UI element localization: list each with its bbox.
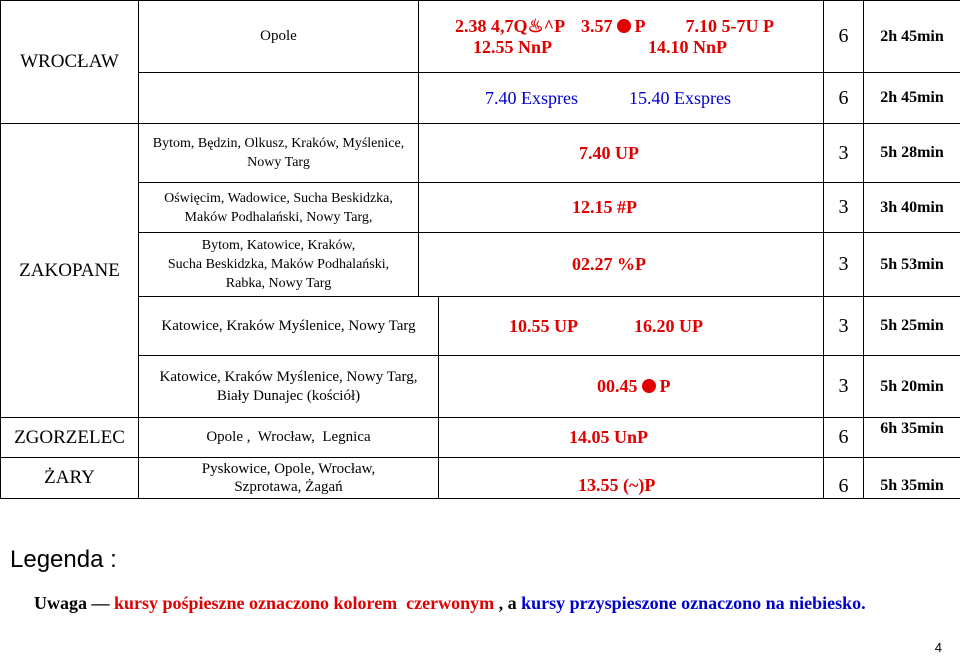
destination-cell: ZAKOPANE (1, 124, 139, 418)
duration-cell: 5h 53min (864, 233, 960, 297)
departure-code: P (659, 376, 671, 396)
departures-cell (439, 418, 824, 458)
departures-cell (439, 356, 824, 418)
transfers-cell: 6 (824, 73, 864, 124)
route-row (1, 124, 960, 183)
departures-cell (419, 1, 824, 73)
duration-cell: 2h 45min (864, 73, 960, 124)
duration-cell: 3h 40min (864, 183, 960, 233)
page-number: 4 (934, 640, 942, 655)
via-cell: Bytom, Katowice, Kraków, Sucha Beskidzka, Maków Podhalański, Rabka, Nowy Targ (139, 233, 419, 297)
duration-cell: 5h 35min (864, 458, 960, 499)
departures-cell (419, 124, 824, 183)
departure-time: 7.40 UP (579, 142, 639, 163)
departure-time: 15.40 Exspres (629, 87, 731, 108)
departure-time: 00.45 (597, 376, 638, 396)
departures-cell (439, 458, 824, 499)
departure-time: 7.40 Exspres (485, 87, 578, 108)
note-separator: , a (494, 593, 522, 613)
destination-cell: WROCŁAW (1, 1, 139, 124)
transfers-cell: 3 (824, 297, 864, 356)
transfers-cell: 3 (824, 233, 864, 297)
departures-cell (419, 183, 824, 233)
route-row (1, 356, 960, 418)
departure-time: 16.20 UP (634, 315, 703, 336)
route-row (1, 458, 960, 499)
transfers-cell: 3 (824, 183, 864, 233)
via-cell (139, 73, 419, 124)
via-cell: Opole (139, 1, 419, 73)
via-cell: Katowice, Kraków Myślenice, Nowy Targ, Biały Dunajec (kościół) (139, 356, 439, 418)
route-row (1, 183, 960, 233)
route-row (1, 73, 960, 124)
transfers-cell: 3 (824, 356, 864, 418)
transfers-cell: 6 (824, 418, 864, 458)
departure-time: 14.05 UnP (569, 427, 649, 447)
red-dot-icon (642, 379, 656, 393)
via-cell: Pyskowice, Opole, Wrocław, Szprotawa, Żagań (139, 458, 439, 499)
departure-time: 12.15 #P (572, 197, 637, 217)
departure-time: 13.55 (~)P (578, 475, 656, 495)
via-cell: Opole , Wrocław, Legnica (139, 418, 439, 458)
transfers-cell: 3 (824, 124, 864, 183)
legend-note (34, 593, 866, 614)
route-row (1, 297, 960, 356)
route-row (1, 1, 960, 73)
note-accelerated: kursy przyspieszone oznaczono na niebiesko. (521, 593, 866, 613)
duration-cell: 5h 28min (864, 124, 960, 183)
departure-time: 02.27 %P (572, 254, 646, 274)
transfers-cell: 6 (824, 458, 864, 499)
transfers-cell: 6 (824, 1, 864, 73)
red-dot-icon (617, 19, 631, 33)
route-row (1, 418, 960, 458)
duration-cell: 5h 25min (864, 297, 960, 356)
legend-title: Legenda : (10, 546, 117, 573)
departure-time: 14.10 NnP (648, 36, 728, 57)
departure-time: 10.55 UP (509, 315, 578, 336)
via-cell: Katowice, Kraków Myślenice, Nowy Targ (139, 297, 439, 356)
departure-time: 3.57 (581, 15, 613, 36)
departures-cell (419, 233, 824, 297)
route-row (1, 233, 960, 297)
duration-cell: 5h 20min (864, 356, 960, 418)
duration-cell: 2h 45min (864, 1, 960, 73)
via-cell: Bytom, Będzin, Olkusz, Kraków, Myślenice, Nowy Targ (139, 124, 419, 183)
departures-cell (439, 297, 824, 356)
note-label: Uwaga (34, 593, 87, 613)
destination-cell: ŻARY (1, 458, 139, 499)
departures-cell (419, 73, 824, 124)
departure-time: 7.10 5-7U P (685, 15, 774, 36)
departure-code: P (634, 15, 646, 36)
departure-time: 2.38 4,7Q♨^P (455, 15, 566, 36)
note-express: kursy pośpieszne oznaczono kolorem czerwonym (114, 593, 495, 613)
via-cell: Oświęcim, Wadowice, Sucha Beskidzka, Maków Podhalański, Nowy Targ, (139, 183, 419, 233)
departure-time: 12.55 NnP (473, 36, 553, 57)
duration-cell: 6h 35min (864, 418, 960, 458)
destination-cell: ZGORZELEC (1, 418, 139, 458)
note-dash: — (87, 593, 114, 613)
